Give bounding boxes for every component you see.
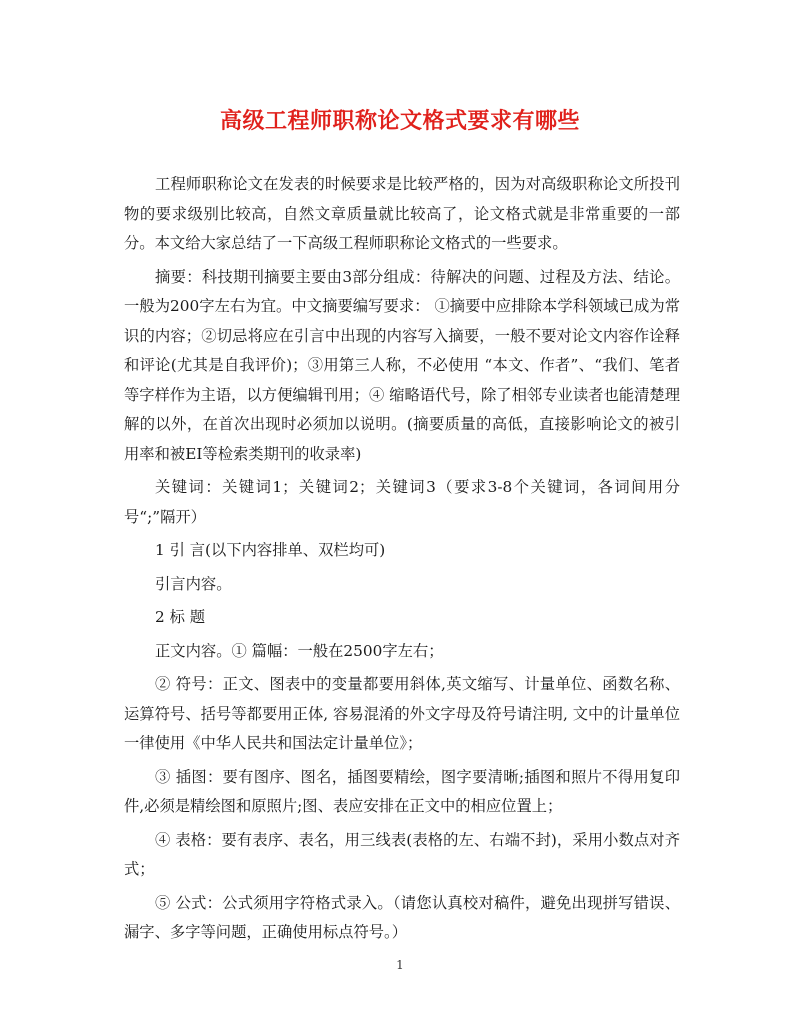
intro-paragraph: 工程师职称论文在发表的时候要求是比较严格的，因为对高级职称论文所投刊物的要求级别比较高，自然文章质量就比较高了，论文格式就是非常重要的一部分。本文给大家总结了一下高级工程师职称论文格式的一些要求。 bbox=[124, 175, 680, 252]
body-content-paragraph: 正文内容。① 篇幅：一般在2500字左右； bbox=[155, 641, 444, 660]
section-heading-title: 2 标 题 bbox=[155, 608, 206, 626]
document-title: 高级工程师职称论文格式要求有哪些 bbox=[219, 108, 580, 134]
section-heading-intro: 1 引 言(以下内容排单、双栏均可) bbox=[155, 541, 386, 559]
formulas-paragraph: ⑤ 公式：公式须用字符格式录入。（请您认真校对稿件，避免出现拼写错误、漏字、多字等问题，正确使用标点符号。） bbox=[124, 893, 680, 941]
tables-paragraph: ④ 表格：要有表序、表名，用三线表(表格的左、右端不封)，采用小数点对齐式； bbox=[124, 830, 680, 878]
document-body bbox=[124, 170, 680, 952]
symbols-paragraph: ② 符号：正文、图表中的变量都要用斜体,英文缩写、计量单位、函数名称、运算符号、括号等都要用正体, 容易混淆的外文字母及符号请注明, 文中的计量单位一律使用《中华人民共和国法定计量单位》； bbox=[124, 675, 680, 752]
intro-content: 引言内容。 bbox=[155, 574, 232, 593]
keywords-paragraph: 关键词：关键词1；关键词2；关键词3（要求3-8个关键词，各词间用分号“;”隔开） bbox=[124, 478, 680, 526]
page-number: 1 bbox=[396, 958, 404, 972]
abstract-paragraph: 摘要：科技期刊摘要主要由3部分组成：待解决的问题、过程及方法、结论。一般为200字左右为宜。中文摘要编写要求： ①摘要中应排除本学科领域已成为常识的内容；②切忌将应在引言中出现的内容写入摘要，一般不要对论文内容作诠释和评论(尤其是自我评价)；③用第三人称，不必使用 “本文、作者”、“我们、笔者等字样作为主语，以方便编辑刊用；④ 缩略语代号，除了相邻专业读者也能清楚理解的以外，在首次出现时必须加以说明。(摘要质量的高低，直接影响论文的被引用率和被EI等检索类期刊的收录率) bbox=[124, 267, 680, 463]
illustrations-paragraph: ③ 插图：要有图序、图名，插图要精绘，图字要清晰;插图和照片不得用复印件,必须是精绘图和原照片;图、表应安排在正文中的相应位置上； bbox=[124, 767, 680, 815]
